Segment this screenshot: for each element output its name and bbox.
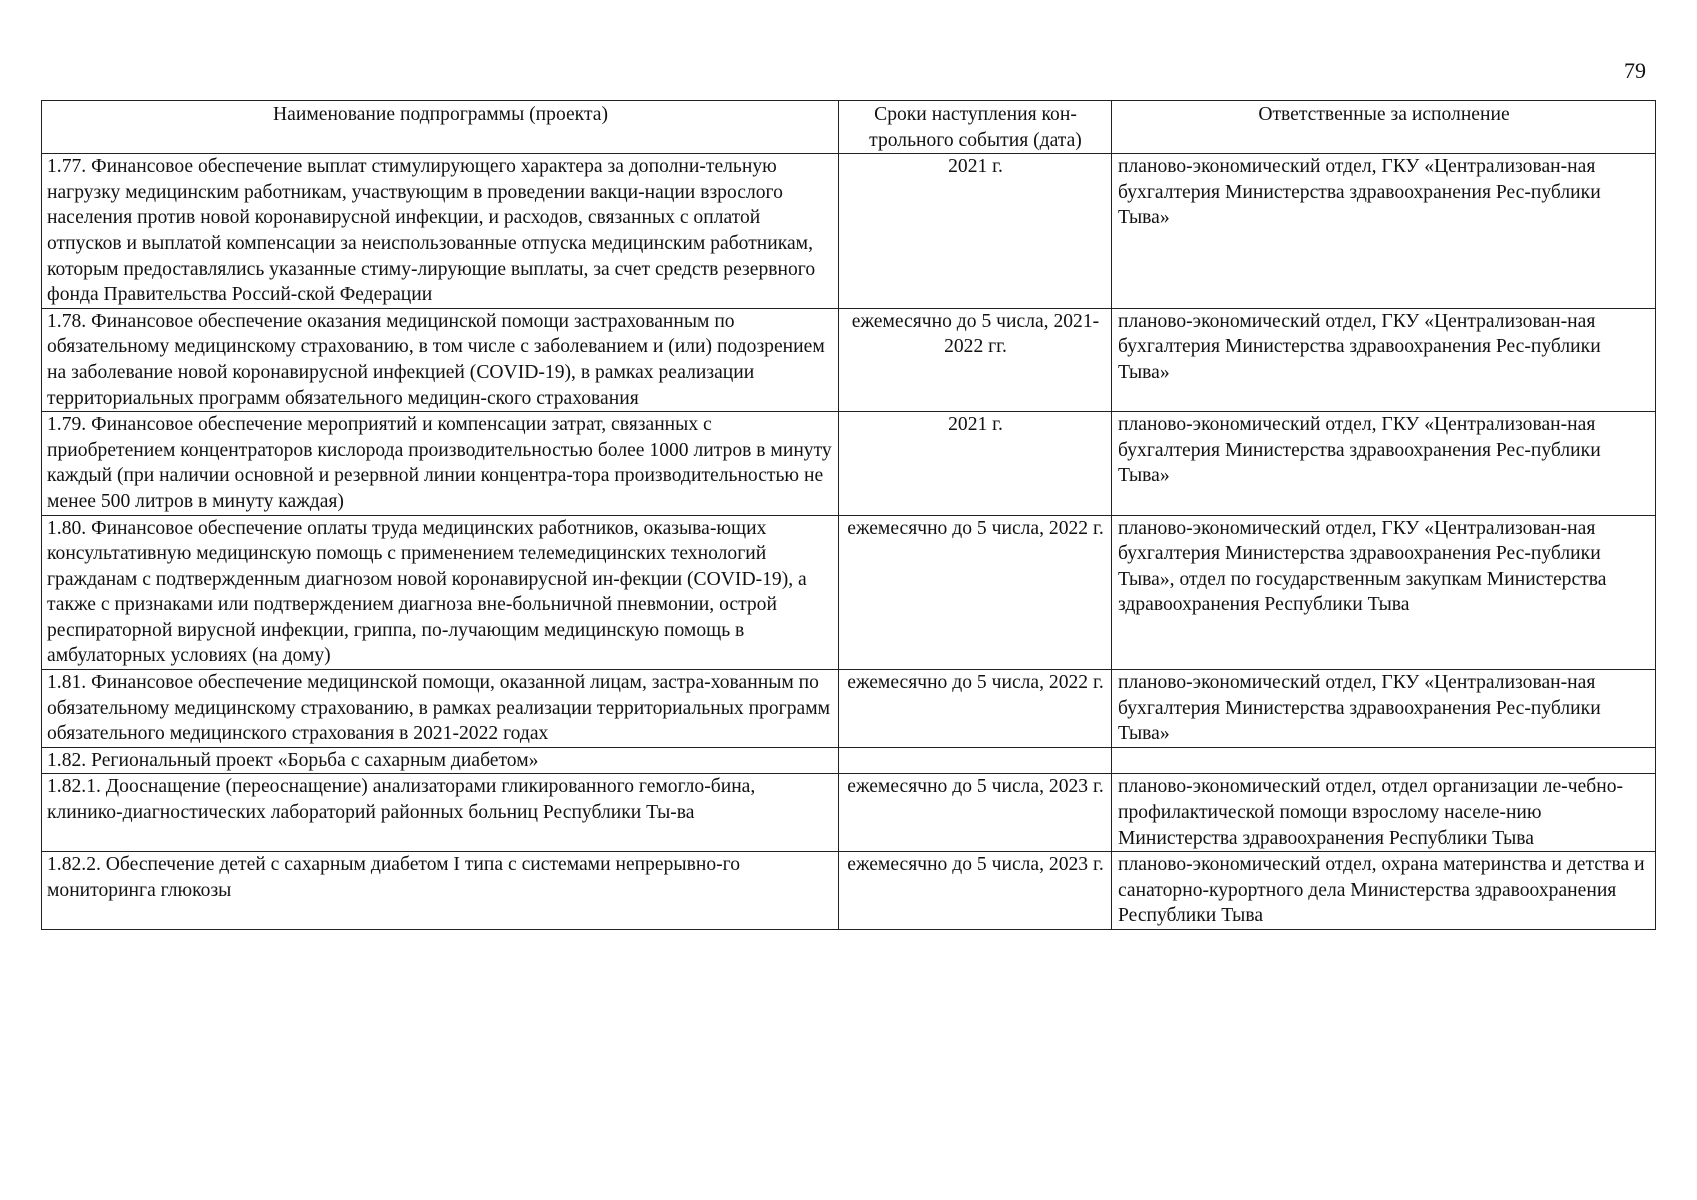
table-row bbox=[42, 515, 1656, 670]
program-name-cell: 1.82.2. Обеспечение детей с сахарным диабетом I типа с системами непрерывно-го мониторинга глюкозы bbox=[42, 852, 839, 930]
responsible-cell bbox=[1112, 747, 1656, 774]
program-name-cell: 1.82.1. Дооснащение (переоснащение) анализаторами гликированного гемогло-бина, клинико-диагностических лабораторий районных больниц Республики Ты-ва bbox=[42, 774, 839, 852]
program-name-cell: 1.81. Финансовое обеспечение медицинской помощи, оказанной лицам, застра-хованным по обязательному медицинскому страхованию, в рамках реализации территориальных программ обязательного медицинского страхования в 2021-2022 годах bbox=[42, 670, 839, 748]
program-table bbox=[41, 100, 1656, 930]
deadline-cell: ежемесячно до 5 числа, 2023 г. bbox=[839, 774, 1112, 852]
header-program-name: Наименование подпрограммы (проекта) bbox=[42, 101, 839, 154]
page-number: 79 bbox=[1624, 58, 1646, 83]
deadline-cell: ежемесячно до 5 числа, 2022 г. bbox=[839, 670, 1112, 748]
responsible-cell: планово-экономический отдел, охрана материнства и детства и санаторно-курортного дела Министерства здравоохранения Республики Тыва bbox=[1112, 852, 1656, 930]
table-row bbox=[42, 412, 1656, 515]
table-row bbox=[42, 154, 1656, 309]
program-name-cell: 1.78. Финансовое обеспечение оказания медицинской помощи застрахованным по обязательному медицинскому страхованию, в том числе с заболеванием и (или) подозрением на заболевание новой коронавирусной инфекцией (COVID-19), в рамках реализации территориальных программ обязательного медицин-ского страхования bbox=[42, 308, 839, 411]
responsible-cell: планово-экономический отдел, ГКУ «Централизован-ная бухгалтерия Министерства здравоохранения Рес-публики Тыва», отдел по государственным закупкам Министерства здравоохранения Республики Тыва bbox=[1112, 515, 1656, 670]
table-row bbox=[42, 308, 1656, 411]
responsible-cell: планово-экономический отдел, ГКУ «Централизован-ная бухгалтерия Министерства здравоохранения Рес-публики Тыва» bbox=[1112, 670, 1656, 748]
deadline-cell: 2021 г. bbox=[839, 154, 1112, 309]
header-deadline: Сроки наступления кон-трольного события (дата) bbox=[839, 101, 1112, 154]
program-name-cell: 1.77. Финансовое обеспечение выплат стимулирующего характера за дополни-тельную нагрузку медицинским работникам, участвующим в проведении вакци-нации взрослого населения против новой коронавирусной инфекции, и расходов, связанных с оплатой отпусков и выплатой компенсации за неиспользованные отпуска медицинским работникам, которым предоставлялись указанные стиму-лирующие выплаты, за счет средств резервного фонда Правительства Россий-ской Федерации bbox=[42, 154, 839, 309]
deadline-cell: ежемесячно до 5 числа, 2021-2022 гг. bbox=[839, 308, 1112, 411]
responsible-cell: планово-экономический отдел, ГКУ «Централизован-ная бухгалтерия Министерства здравоохранения Рес-публики Тыва» bbox=[1112, 308, 1656, 411]
program-name-cell: 1.80. Финансовое обеспечение оплаты труда медицинских работников, оказыва-ющих консультативную медицинскую помощь с применением телемедицинских технологий гражданам с подтвержденным диагнозом новой коронавирусной ин-фекции (COVID-19), а также с признаками или подтверждением диагноза вне-больничной пневмонии, острой респираторной вирусной инфекции, гриппа, по-лучающим медицинскую помощь в амбулаторных условиях (на дому) bbox=[42, 515, 839, 670]
deadline-cell: ежемесячно до 5 числа, 2022 г. bbox=[839, 515, 1112, 670]
responsible-cell: планово-экономический отдел, отдел организации ле-чебно-профилактической помощи взрослому населе-нию Министерства здравоохранения Республики Тыва bbox=[1112, 774, 1656, 852]
deadline-cell: 2021 г. bbox=[839, 412, 1112, 515]
table-row bbox=[42, 747, 1656, 774]
responsible-cell: планово-экономический отдел, ГКУ «Централизован-ная бухгалтерия Министерства здравоохранения Рес-публики Тыва» bbox=[1112, 154, 1656, 309]
table-row bbox=[42, 670, 1656, 748]
program-name-cell: 1.82. Региональный проект «Борьба с сахарным диабетом» bbox=[42, 747, 839, 774]
program-name-cell: 1.79. Финансовое обеспечение мероприятий и компенсации затрат, связанных с приобретением концентраторов кислорода производительностью более 1000 литров в минуту каждый (при наличии основной и резервной линии концентра-тора производительностью не менее 500 литров в минуту каждая) bbox=[42, 412, 839, 515]
header-responsible: Ответственные за исполнение bbox=[1112, 101, 1656, 154]
deadline-cell: ежемесячно до 5 числа, 2023 г. bbox=[839, 852, 1112, 930]
table-header-row bbox=[42, 101, 1656, 154]
table-row bbox=[42, 852, 1656, 930]
table-row bbox=[42, 774, 1656, 852]
deadline-cell bbox=[839, 747, 1112, 774]
responsible-cell: планово-экономический отдел, ГКУ «Централизован-ная бухгалтерия Министерства здравоохранения Рес-публики Тыва» bbox=[1112, 412, 1656, 515]
